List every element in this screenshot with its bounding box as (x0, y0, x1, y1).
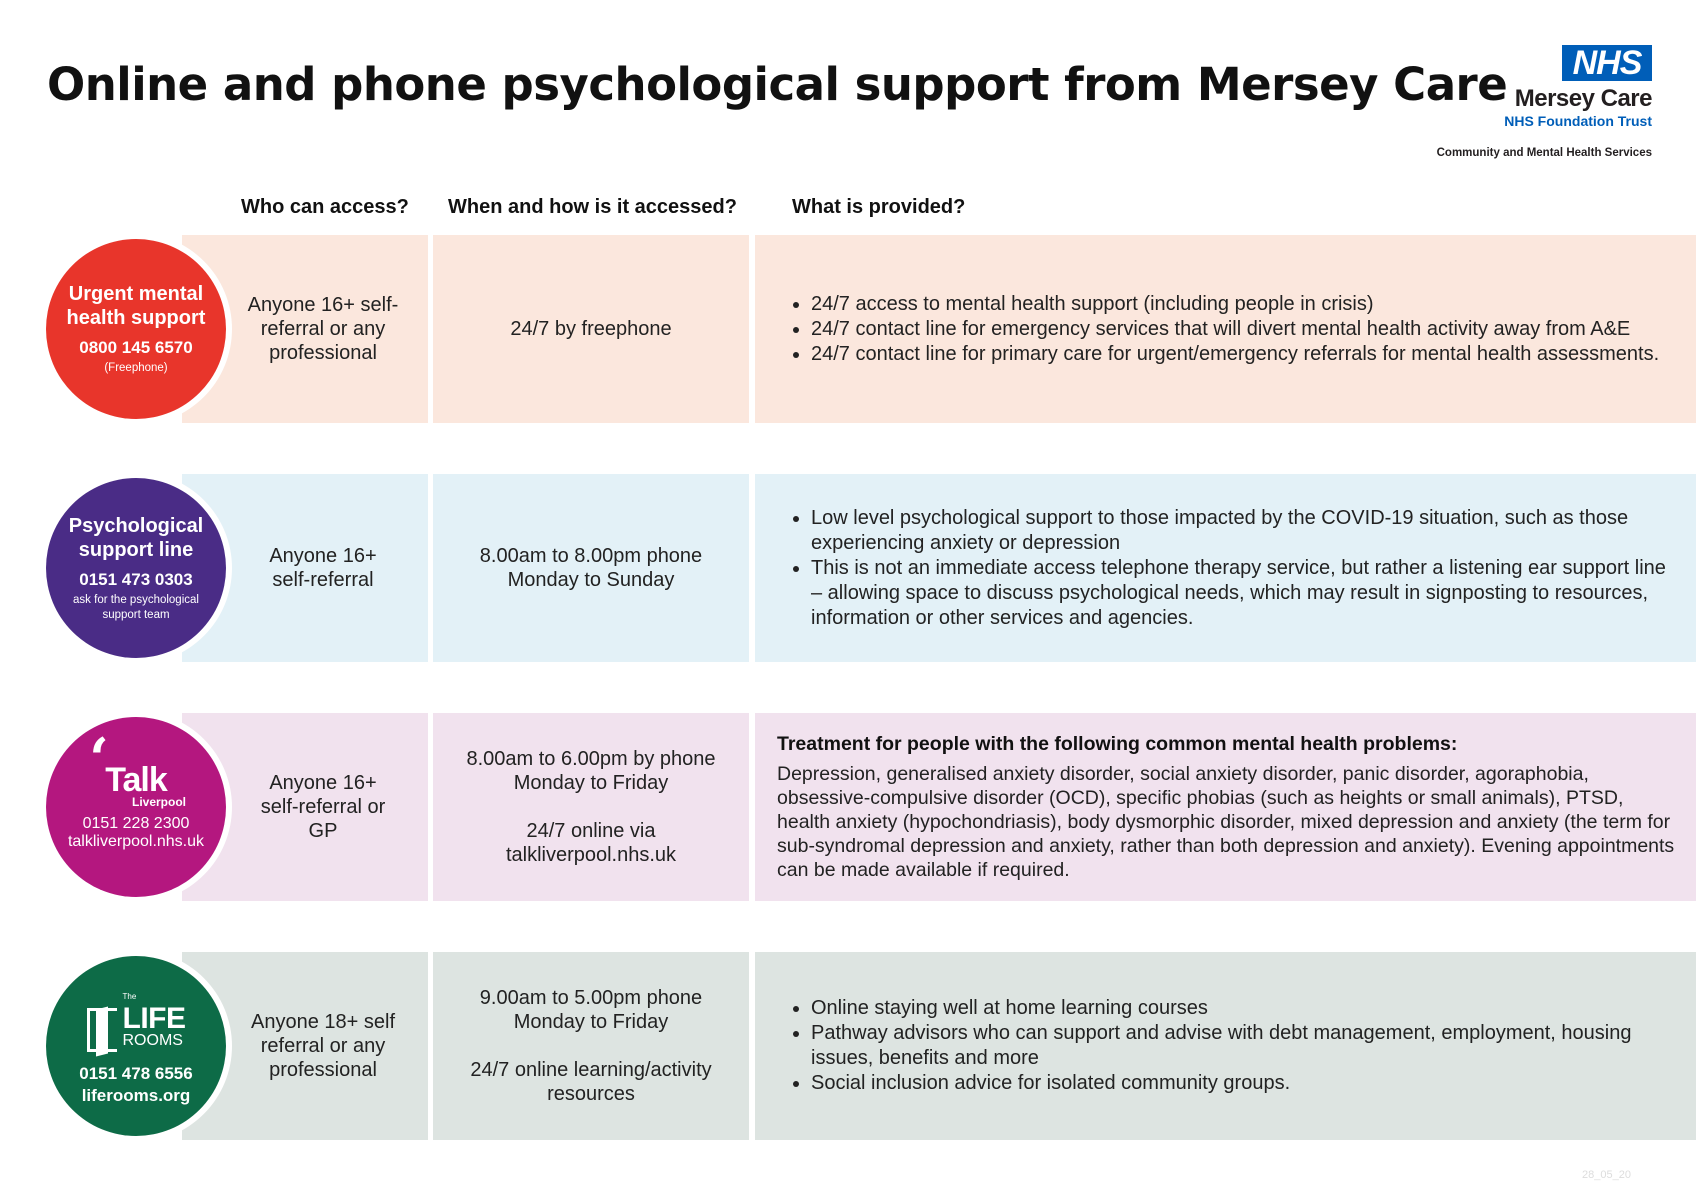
list-item: • Online staying well at home learning courses (811, 996, 1678, 1021)
who-text: Anyone 18+ self referral or any professional (251, 1011, 395, 1081)
provided-list (777, 506, 1678, 631)
when-text: 8.00am to 8.00pm phone Monday to Sunday (479, 545, 703, 591)
urgent-circle (46, 239, 226, 419)
service-title: Urgent mental health support (66, 283, 206, 329)
service-note: (Freephone) (104, 362, 168, 374)
service-badge (40, 472, 232, 664)
service-website[interactable]: liferooms.org (81, 1086, 191, 1105)
psychological-circle (46, 478, 226, 658)
talk-logo-text: Talk (105, 761, 167, 799)
nhs-logo-box: NHS (1562, 45, 1652, 81)
when-text: 24/7 by freephone (510, 318, 672, 340)
service-note: ask for the psychological support team (73, 593, 199, 621)
what-cell (755, 952, 1696, 1140)
service-title: Psychological support line (68, 514, 204, 561)
treatment-heading: Treatment for people with the following common mental health problems: (777, 732, 1458, 755)
when-online-text: 24/7 online via talkliverpool.nhs.uk (505, 820, 677, 866)
when-cell (433, 713, 749, 901)
service-phone[interactable]: 0800 145 6570 (79, 338, 193, 357)
page-title: Online and phone psychological support from Mersey Care (47, 58, 1508, 111)
when-cell (433, 952, 749, 1140)
treatment-body: Depression, generalised anxiety disorder, social anxiety disorder, panic disorder, agoraphobia, obsessive-compulsive disorder (OCD), specific phobias (such as heights or small animals), PTSD, health anxiety (hypochondriasis), body dysmorphic disorder, mixed depression and anxiety (the term for sub-syndromal depression and anxiety, rather than both depression and anxiety). Evening appointments can be made available if required. (777, 762, 1675, 881)
header-what: What is provided? (792, 196, 966, 218)
service-badge (40, 950, 232, 1142)
list-item: • 24/7 access to mental health support (including people in crisis) (811, 292, 1659, 317)
life-logo-the: The (122, 992, 137, 1001)
list-item: • 24/7 contact line for primary care for urgent/emergency referrals for mental health assessments. (811, 342, 1659, 367)
who-text: Anyone 16+ self-referral (269, 545, 377, 591)
list-item: • Social inclusion advice for isolated community groups. (811, 1071, 1678, 1096)
header-who: Who can access? (241, 196, 409, 218)
list-item: • This is not an immediate access telephone therapy service, but rather a listening ear support line – allowing space to discuss psychological needs, which may result in signposting to resources, information or other services and agencies. (811, 556, 1678, 631)
service-badge (40, 233, 232, 425)
what-cell (755, 713, 1696, 901)
life-rooms-logo (87, 986, 186, 1052)
document-code: 28_05_20 (1582, 1169, 1631, 1181)
when-cell (433, 235, 749, 423)
talk-logo-subtitle: Liverpool (131, 795, 186, 809)
service-phone[interactable]: 0151 228 2300 (82, 815, 190, 832)
service-row-urgent (0, 235, 1696, 423)
life-logo-rooms: ROOMS (122, 1032, 183, 1049)
service-phone[interactable]: 0151 478 6556 (79, 1064, 193, 1083)
who-text: Anyone 16+ self-referral or any professional (247, 294, 399, 364)
list-item: • 24/7 contact line for emergency services that will divert mental health activity away from A&E (811, 317, 1659, 342)
talk-liverpool-logo (89, 726, 167, 799)
provided-list (777, 292, 1659, 367)
what-cell (755, 474, 1696, 662)
provided-list (777, 996, 1678, 1096)
service-phone[interactable]: 0151 473 0303 (79, 569, 193, 589)
when-cell (433, 474, 749, 662)
list-item: • Pathway advisors who can support and advise with debt management, employment, housing issues, benefits and more (811, 1021, 1678, 1071)
service-row-psychological (0, 474, 1696, 662)
service-badge (40, 711, 232, 903)
when-online-text: 24/7 online learning/activity resources (470, 1059, 712, 1105)
talk-liverpool-circle (46, 717, 226, 897)
who-text: Anyone 16+ self-referral or GP (260, 772, 386, 842)
what-cell (755, 235, 1696, 423)
logo-services: Community and Mental Health Services (1436, 147, 1652, 159)
life-rooms-circle (46, 956, 226, 1136)
header-when: When and how is it accessed? (448, 196, 737, 218)
logo-trust-name: NHS Foundation Trust (1504, 113, 1652, 129)
when-text: 9.00am to 5.00pm phone Monday to Friday (479, 987, 703, 1033)
when-text: 8.00am to 6.00pm by phone Monday to Friday (466, 748, 716, 794)
logo-organisation-name: Mersey Care (1514, 85, 1652, 112)
life-logo-life: LIFE (122, 1002, 186, 1035)
service-row-life-rooms (0, 952, 1696, 1140)
service-row-talk-liverpool (0, 713, 1696, 901)
nhs-mersey-care-logo (1332, 45, 1652, 165)
list-item: • Low level psychological support to those impacted by the COVID-19 situation, such as those experiencing anxiety or depression (811, 506, 1678, 556)
service-website[interactable]: talkliverpool.nhs.uk (67, 833, 205, 850)
speech-mark-icon: ‘ (89, 726, 108, 792)
door-icon (87, 1008, 117, 1052)
